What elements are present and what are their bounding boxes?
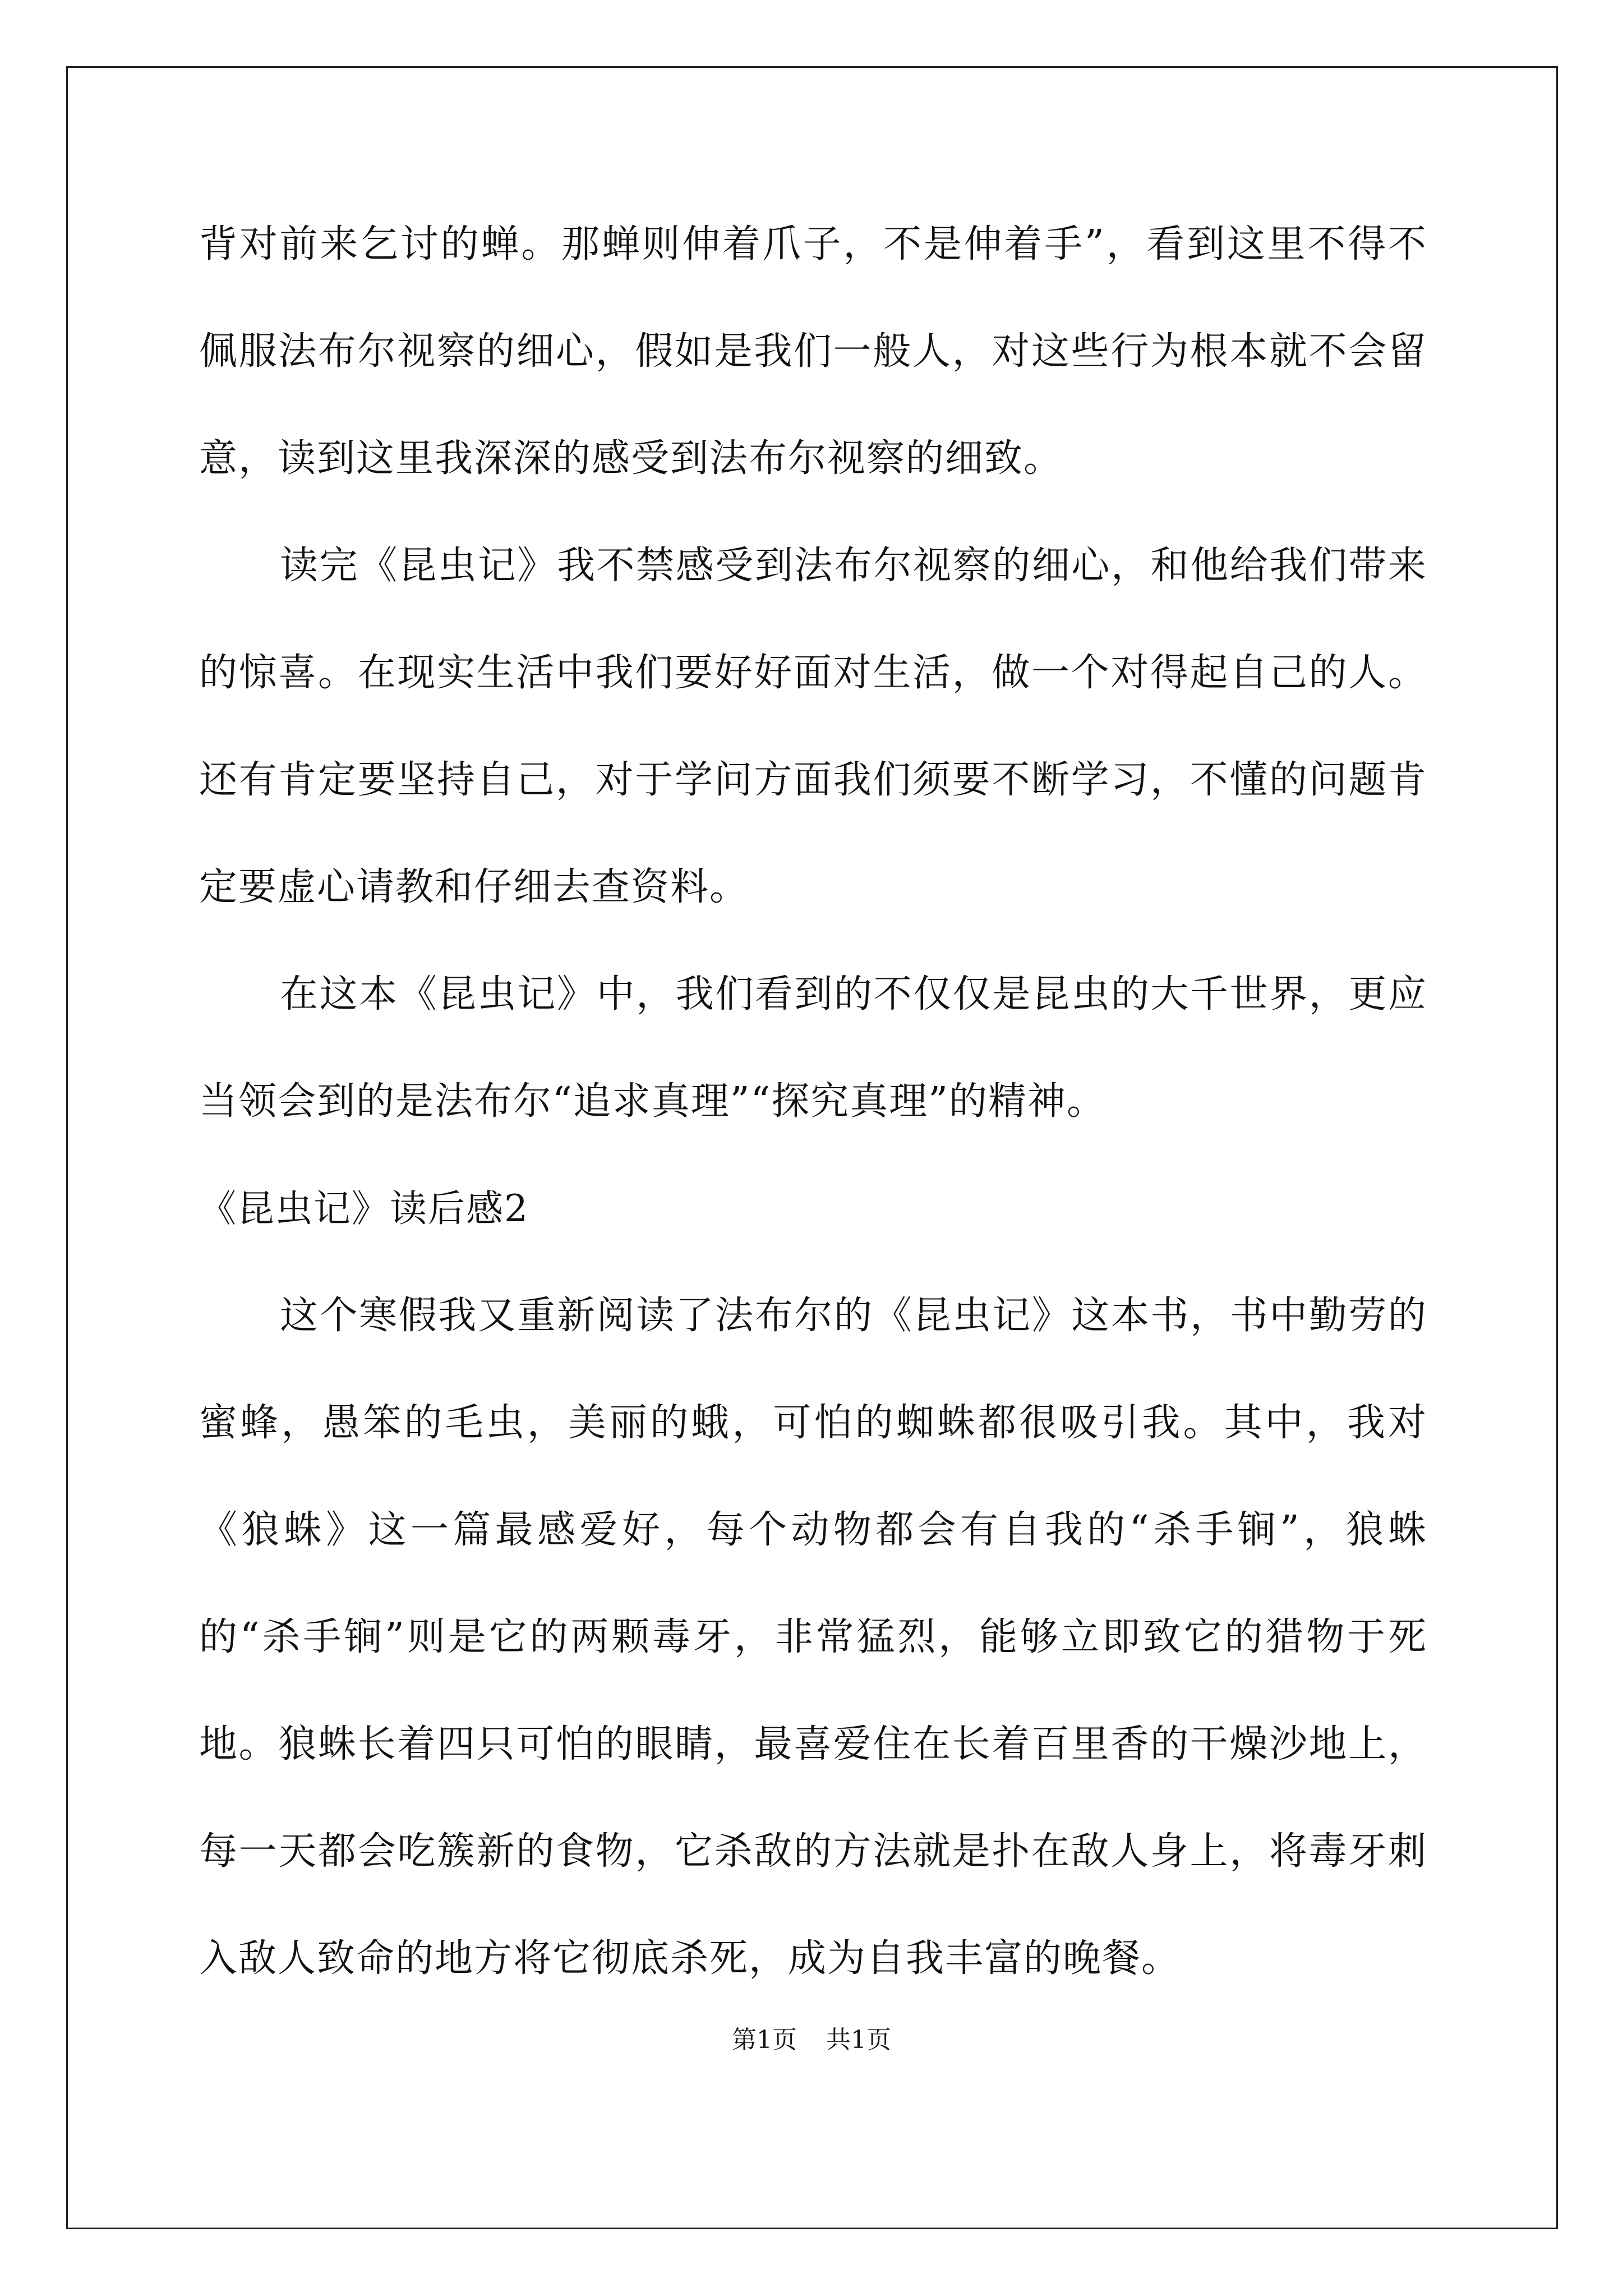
paragraph-1: 背对前来乞讨的蝉。那蝉则伸着爪子，不是伸着手”，看到这里不得不佩服法布尔视察的细心，假如是我们一般人，对这些行为根本就不会留意，读到这里我深深的感受到法布尔视察的细致。 <box>199 222 1427 481</box>
document-body <box>199 191 1427 2012</box>
page-total: 共1页 <box>826 2026 891 2054</box>
paragraph-4: 这个寒假我又重新阅读了法布尔的《昆虫记》这本书，书中勤劳的蜜蜂，愚笨的毛虫，美丽的蛾，可怕的蜘蛛都很吸引我。其中，我对《狼蛛》这一篇最感爱好，每个动物都会有自我的“杀手锏”，狼蛛的“杀手锏”则是它的两颗毒牙，非常猛烈，能够立即致它的猎物于死地。狼蛛长着四只可怕的眼睛，最喜爱住在长着百里香的干燥沙地上，每一天都会吃簇新的食物，它杀敌的方法就是扑在敌人身上，将毒牙刺入敌人致命的地方将它彻底杀死，成为自我丰富的晚餐。 <box>199 1294 1427 1981</box>
section-heading: 《昆虫记》读后感2 <box>199 1187 529 1230</box>
page-footer <box>0 2019 1623 2055</box>
paragraph-2: 读完《昆虫记》我不禁感受到法布尔视察的细心，和他给我们带来的惊喜。在现实生活中我们要好好面对生活，做一个对得起自己的人。还有肯定要坚持自己，对于学问方面我们须要不断学习，不懂的问题肯定要虚心请教和仔细去查资料。 <box>199 544 1427 909</box>
page-number: 第1页 <box>732 2026 797 2054</box>
paragraph-3: 在这本《昆虫记》中，我们看到的不仅仅是昆虫的大千世界，更应当领会到的是法布尔“追求真理”“探究真理”的精神。 <box>199 972 1427 1124</box>
